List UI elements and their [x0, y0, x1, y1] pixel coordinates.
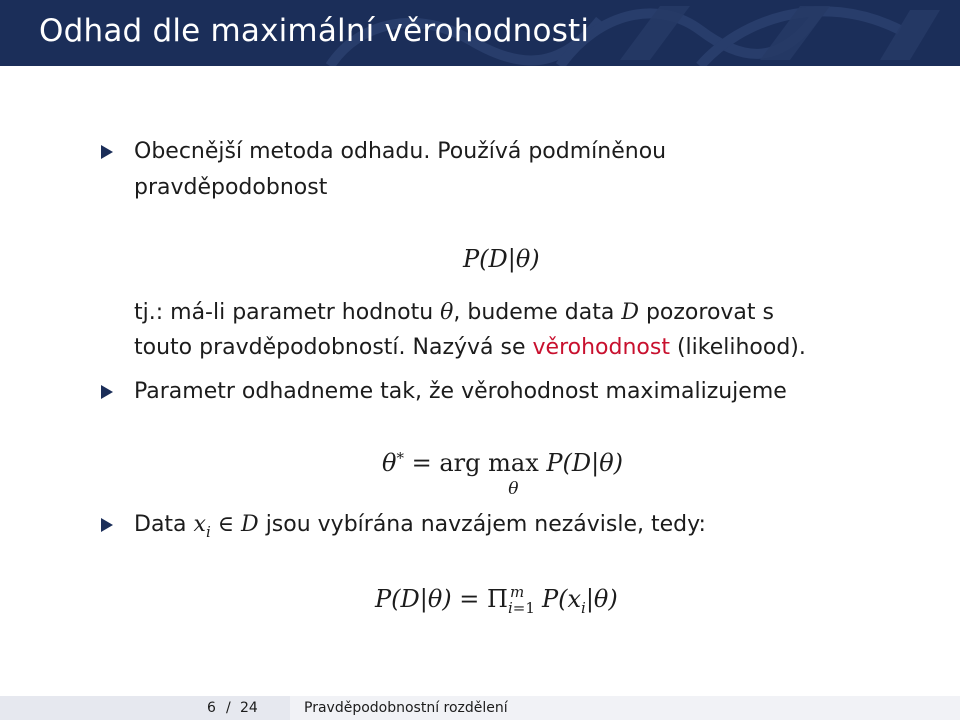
bullet-1-line-4 — [134, 334, 806, 362]
bullet-1-line-3-c: pozorovat s — [638, 300, 774, 325]
bullet-1-line-3 — [134, 299, 774, 327]
slide-title: Odhad dle maximální věrohodnosti — [39, 13, 590, 49]
argmax-subscript: θ — [508, 479, 519, 499]
bullet-1-line-4-b: (likelihood). — [669, 335, 806, 360]
page-separator: / — [226, 700, 231, 716]
page-current: 6 — [207, 700, 216, 716]
footer-section-title: Pravděpodobnostní rozdělení — [304, 700, 508, 716]
page-total: 24 — [240, 700, 258, 716]
formula-likelihood: P(D|θ) — [463, 245, 540, 273]
bullet-2-text: Parametr odhadneme tak, že věrohodnost maximalizujeme — [134, 379, 787, 404]
bullet-1-line-2: pravděpodobnost — [134, 175, 328, 200]
footer-section-panel — [290, 696, 960, 720]
highlight-likelihood: věrohodnost — [532, 335, 670, 360]
formula-argmax: θ* = arg max θ P(D|θ) — [382, 448, 623, 481]
bullet-1-line-3-a: tj.: má-li parametr hodnotu — [134, 300, 441, 325]
slide-footer — [0, 696, 960, 720]
bullet-3-text-a: Data — [134, 512, 194, 537]
bullet-2-marker — [101, 385, 113, 399]
bullet-3-text-b: jsou vybírána navzájem nezávisle, tedy: — [258, 512, 706, 537]
bullet-1-line-3-b: , budeme data — [453, 300, 622, 325]
bullet-1-marker — [101, 145, 113, 159]
theta-symbol: θ — [440, 300, 454, 325]
bullet-1-line-4-a: touto pravděpodobností. Nazývá se — [134, 335, 533, 360]
data-symbol: D — [621, 300, 639, 325]
bullet-1-line-1: Obecnější metoda odhadu. Používá podmíněnou — [134, 139, 667, 164]
bullet-3-math: $x_i$ ∈ D — [193, 512, 259, 541]
bullet-3-text — [134, 511, 706, 540]
bullet-3-marker — [101, 518, 113, 532]
formula-product: P(D|θ) = Π m i=1 $P(x_i|\theta)$ — [375, 583, 618, 617]
footer-page-panel — [0, 696, 290, 720]
